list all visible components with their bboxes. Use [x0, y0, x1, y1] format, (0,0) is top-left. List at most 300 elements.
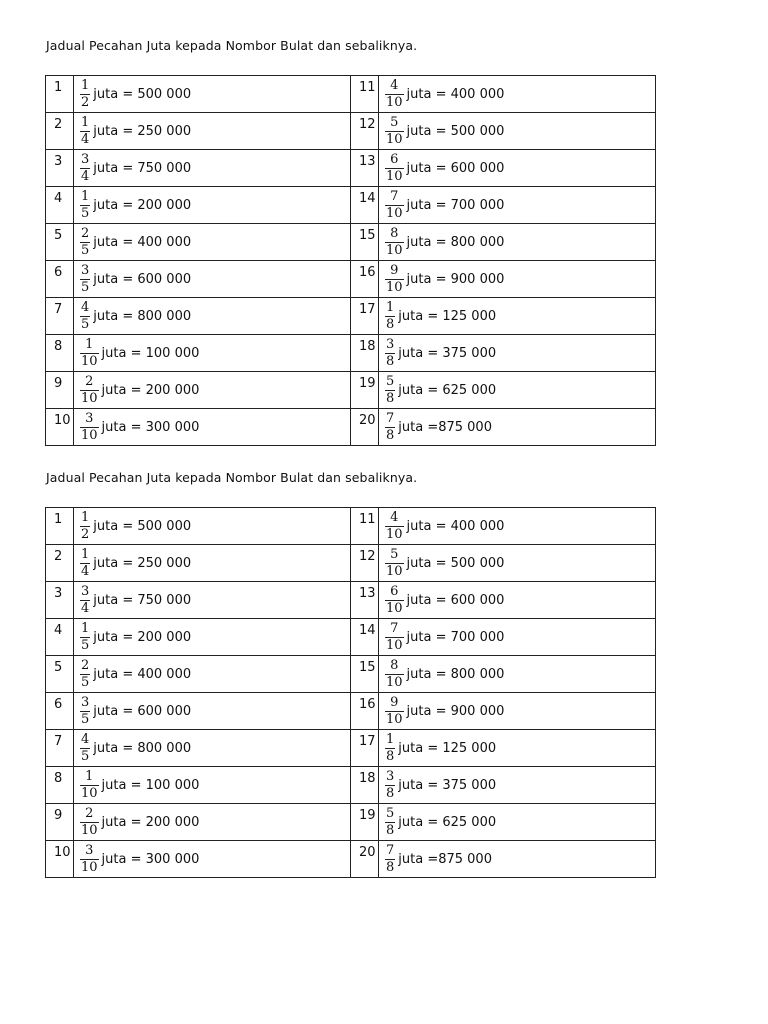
conversion-result: juta = 500 000	[406, 123, 505, 139]
fraction-numerator: 9	[390, 262, 399, 278]
fraction-numerator: 4	[81, 731, 90, 747]
fraction	[80, 190, 90, 221]
row-number: 20	[351, 841, 379, 878]
conversion-result: juta = 400 000	[93, 666, 192, 682]
fraction-denominator: 10	[81, 353, 98, 369]
row-number: 4	[46, 187, 74, 224]
fraction-numerator: 1	[386, 731, 395, 747]
conversion-result: juta = 900 000	[406, 271, 505, 287]
conversion-expression	[385, 730, 655, 766]
fraction-numerator: 1	[85, 768, 94, 784]
conversion-result: juta = 800 000	[93, 740, 192, 756]
fraction-denominator: 8	[386, 748, 395, 764]
conversion-expression	[385, 767, 655, 803]
table-row	[46, 409, 656, 446]
fraction-conversion	[74, 261, 351, 298]
fraction-denominator: 5	[81, 242, 90, 258]
conversion-result: juta = 800 000	[406, 234, 505, 250]
row-number: 19	[351, 372, 379, 409]
fraction	[80, 301, 90, 332]
conversion-expression	[80, 113, 350, 149]
fraction	[80, 375, 99, 406]
fraction-conversion	[74, 656, 351, 693]
row-number: 17	[351, 298, 379, 335]
fraction	[385, 79, 404, 110]
fraction-denominator: 10	[81, 859, 98, 875]
row-number: 15	[351, 224, 379, 261]
fraction-denominator: 10	[386, 674, 403, 690]
conversion-result: juta = 800 000	[93, 308, 192, 324]
fraction-denominator: 4	[81, 600, 90, 616]
fraction-denominator: 4	[81, 563, 90, 579]
row-number: 3	[46, 582, 74, 619]
conversion-result: juta = 600 000	[406, 592, 505, 608]
fraction-numerator: 4	[81, 299, 90, 315]
fraction-denominator: 8	[386, 785, 395, 801]
row-number: 17	[351, 730, 379, 767]
fraction-conversion	[379, 372, 656, 409]
fraction-denominator: 5	[81, 674, 90, 690]
table-row	[46, 730, 656, 767]
fraction-conversion	[74, 150, 351, 187]
fraction-numerator: 3	[85, 842, 94, 858]
fraction-conversion	[379, 767, 656, 804]
fraction	[80, 338, 99, 369]
conversion-result: juta =875 000	[398, 419, 492, 435]
fraction-conversion	[379, 76, 656, 113]
table-row	[46, 372, 656, 409]
row-number: 14	[351, 619, 379, 656]
table-title: Jadual Pecahan Juta kepada Nombor Bulat dan sebaliknya.	[46, 38, 418, 53]
fraction-numerator: 6	[390, 583, 399, 599]
fraction-denominator: 10	[386, 94, 403, 110]
table-row	[46, 335, 656, 372]
fraction-conversion	[74, 298, 351, 335]
conversion-result: juta = 100 000	[101, 345, 200, 361]
fraction-conversion	[379, 508, 656, 545]
fraction-numerator: 8	[390, 657, 399, 673]
fraction-denominator: 10	[386, 168, 403, 184]
fraction-conversion	[379, 804, 656, 841]
conversion-result: juta = 125 000	[398, 740, 497, 756]
row-number: 11	[351, 508, 379, 545]
fraction	[80, 548, 90, 579]
fraction	[80, 733, 90, 764]
row-number: 13	[351, 150, 379, 187]
fraction-conversion	[74, 187, 351, 224]
conversion-result: juta = 400 000	[406, 86, 505, 102]
fraction-denominator: 10	[386, 711, 403, 727]
table-row	[46, 582, 656, 619]
conversion-expression	[385, 298, 655, 334]
fraction-conversion	[74, 730, 351, 767]
fraction-table	[45, 507, 656, 878]
fraction-denominator: 4	[81, 131, 90, 147]
fraction	[385, 227, 404, 258]
conversion-expression	[80, 150, 350, 186]
conversion-expression	[385, 113, 655, 149]
conversion-result: juta = 200 000	[93, 629, 192, 645]
fraction-numerator: 1	[81, 620, 90, 636]
fraction	[385, 264, 404, 295]
fraction-denominator: 10	[386, 600, 403, 616]
fraction-denominator: 4	[81, 168, 90, 184]
table-row	[46, 545, 656, 582]
table-row	[46, 656, 656, 693]
fraction-numerator: 1	[81, 188, 90, 204]
fraction-numerator: 4	[390, 509, 399, 525]
row-number: 19	[351, 804, 379, 841]
row-number: 7	[46, 298, 74, 335]
row-number: 9	[46, 372, 74, 409]
fraction	[385, 412, 395, 443]
row-number: 2	[46, 113, 74, 150]
row-number: 4	[46, 619, 74, 656]
table-row	[46, 113, 656, 150]
fraction	[385, 622, 404, 653]
fraction-conversion	[74, 409, 351, 446]
fraction-denominator: 5	[81, 205, 90, 221]
conversion-expression	[80, 261, 350, 297]
conversion-result: juta = 250 000	[93, 123, 192, 139]
fraction	[80, 227, 90, 258]
table-row	[46, 619, 656, 656]
conversion-result: juta = 800 000	[406, 666, 505, 682]
fraction-numerator: 5	[386, 805, 395, 821]
fraction-numerator: 1	[81, 77, 90, 93]
conversion-expression	[385, 582, 655, 618]
conversion-result: juta = 375 000	[398, 345, 497, 361]
fraction-numerator: 8	[390, 225, 399, 241]
fraction	[385, 659, 404, 690]
conversion-expression	[385, 508, 655, 544]
fraction-conversion	[379, 261, 656, 298]
conversion-expression	[80, 187, 350, 223]
row-number: 12	[351, 113, 379, 150]
row-number: 15	[351, 656, 379, 693]
fraction-numerator: 2	[85, 805, 94, 821]
fraction-numerator: 7	[386, 410, 395, 426]
fraction-conversion	[74, 508, 351, 545]
fraction-denominator: 10	[386, 279, 403, 295]
conversion-result: juta = 500 000	[93, 518, 192, 534]
conversion-result: juta = 125 000	[398, 308, 497, 324]
row-number: 6	[46, 693, 74, 730]
table-row	[46, 187, 656, 224]
fraction-denominator: 10	[81, 822, 98, 838]
fraction-denominator: 10	[386, 526, 403, 542]
row-number: 9	[46, 804, 74, 841]
conversion-expression	[385, 261, 655, 297]
conversion-result: juta = 750 000	[93, 592, 192, 608]
fraction-denominator: 8	[386, 353, 395, 369]
conversion-result: juta = 200 000	[101, 814, 200, 830]
fraction-conversion	[74, 545, 351, 582]
table-row	[46, 261, 656, 298]
row-number: 11	[351, 76, 379, 113]
fraction-table	[45, 75, 656, 446]
fraction-denominator: 10	[386, 131, 403, 147]
fraction-denominator: 10	[386, 637, 403, 653]
fraction	[385, 770, 395, 801]
fraction	[385, 375, 395, 406]
row-number: 12	[351, 545, 379, 582]
fraction-conversion	[74, 582, 351, 619]
row-number: 5	[46, 224, 74, 261]
fraction-conversion	[74, 693, 351, 730]
table-row	[46, 804, 656, 841]
fraction-denominator: 10	[386, 205, 403, 221]
fraction-denominator: 10	[81, 390, 98, 406]
conversion-result: juta = 900 000	[406, 703, 505, 719]
conversion-expression	[80, 656, 350, 692]
fraction-conversion	[379, 693, 656, 730]
fraction	[80, 511, 90, 542]
fraction-numerator: 3	[386, 336, 395, 352]
fraction-numerator: 1	[81, 114, 90, 130]
fraction-conversion	[74, 113, 351, 150]
fraction-denominator: 10	[81, 785, 98, 801]
conversion-expression	[80, 841, 350, 877]
fraction-conversion	[379, 224, 656, 261]
row-number: 16	[351, 693, 379, 730]
fraction-denominator: 5	[81, 637, 90, 653]
fraction-conversion	[74, 619, 351, 656]
fraction-conversion	[379, 335, 656, 372]
fraction-conversion	[74, 335, 351, 372]
fraction-conversion	[74, 76, 351, 113]
conversion-expression	[385, 187, 655, 223]
conversion-result: juta = 700 000	[406, 629, 505, 645]
conversion-expression	[385, 693, 655, 729]
fraction	[80, 585, 90, 616]
conversion-expression	[80, 298, 350, 334]
fraction	[385, 548, 404, 579]
fraction-conversion	[74, 841, 351, 878]
fraction	[385, 338, 395, 369]
table-row	[46, 508, 656, 545]
conversion-expression	[385, 409, 655, 445]
fraction-numerator: 3	[81, 151, 90, 167]
fraction-conversion	[74, 767, 351, 804]
conversion-expression	[80, 730, 350, 766]
fraction-numerator: 3	[81, 583, 90, 599]
fraction-denominator: 8	[386, 859, 395, 875]
fraction-numerator: 7	[390, 620, 399, 636]
fraction-numerator: 9	[390, 694, 399, 710]
conversion-expression	[385, 804, 655, 840]
conversion-expression	[80, 582, 350, 618]
fraction	[385, 301, 395, 332]
conversion-result: juta = 200 000	[93, 197, 192, 213]
table-title: Jadual Pecahan Juta kepada Nombor Bulat dan sebaliknya.	[46, 470, 418, 485]
fraction-denominator: 2	[81, 526, 90, 542]
fraction-conversion	[379, 730, 656, 767]
fraction-numerator: 4	[390, 77, 399, 93]
fraction	[80, 770, 99, 801]
fraction-numerator: 5	[390, 546, 399, 562]
row-number: 5	[46, 656, 74, 693]
fraction-denominator: 5	[81, 279, 90, 295]
fraction-denominator: 8	[386, 427, 395, 443]
fraction-denominator: 8	[386, 316, 395, 332]
fraction	[80, 696, 90, 727]
fraction-numerator: 3	[386, 768, 395, 784]
fraction	[385, 807, 395, 838]
fraction-numerator: 5	[390, 114, 399, 130]
conversion-expression	[80, 335, 350, 371]
conversion-expression	[80, 693, 350, 729]
table-row	[46, 841, 656, 878]
conversion-result: juta = 600 000	[93, 271, 192, 287]
row-number: 8	[46, 335, 74, 372]
fraction-denominator: 10	[81, 427, 98, 443]
conversion-result: juta = 600 000	[93, 703, 192, 719]
fraction	[385, 696, 404, 727]
fraction-conversion	[379, 619, 656, 656]
conversion-result: juta = 300 000	[101, 419, 200, 435]
conversion-expression	[80, 76, 350, 112]
row-number: 6	[46, 261, 74, 298]
fraction-denominator: 10	[386, 242, 403, 258]
conversion-expression	[80, 224, 350, 260]
fraction	[385, 844, 395, 875]
conversion-expression	[80, 508, 350, 544]
fraction-conversion	[74, 224, 351, 261]
row-number: 13	[351, 582, 379, 619]
row-number: 10	[46, 409, 74, 446]
conversion-result: juta =875 000	[398, 851, 492, 867]
table-row	[46, 224, 656, 261]
table-row	[46, 767, 656, 804]
fraction-conversion	[379, 187, 656, 224]
fraction-numerator: 1	[85, 336, 94, 352]
conversion-result: juta = 400 000	[406, 518, 505, 534]
conversion-result: juta = 700 000	[406, 197, 505, 213]
row-number: 20	[351, 409, 379, 446]
fraction-conversion	[379, 150, 656, 187]
row-number: 1	[46, 508, 74, 545]
fraction-denominator: 8	[386, 822, 395, 838]
fraction	[80, 844, 99, 875]
fraction	[80, 264, 90, 295]
fraction	[80, 807, 99, 838]
row-number: 16	[351, 261, 379, 298]
conversion-expression	[385, 150, 655, 186]
conversion-expression	[80, 545, 350, 581]
fraction	[385, 153, 404, 184]
fraction	[385, 190, 404, 221]
conversion-expression	[385, 372, 655, 408]
fraction-numerator: 1	[81, 546, 90, 562]
conversion-expression	[80, 619, 350, 655]
fraction-conversion	[379, 545, 656, 582]
fraction-conversion	[379, 841, 656, 878]
fraction-conversion	[379, 298, 656, 335]
fraction-denominator: 10	[386, 563, 403, 579]
fraction	[80, 79, 90, 110]
fraction	[385, 511, 404, 542]
fraction-numerator: 1	[81, 509, 90, 525]
conversion-expression	[385, 656, 655, 692]
row-number: 3	[46, 150, 74, 187]
fraction	[80, 116, 90, 147]
table-row	[46, 298, 656, 335]
fraction-denominator: 2	[81, 94, 90, 110]
row-number: 14	[351, 187, 379, 224]
conversion-result: juta = 625 000	[398, 814, 497, 830]
conversion-result: juta = 200 000	[101, 382, 200, 398]
fraction-conversion	[74, 372, 351, 409]
fraction-numerator: 3	[81, 694, 90, 710]
fraction-denominator: 5	[81, 711, 90, 727]
row-number: 8	[46, 767, 74, 804]
table-row	[46, 693, 656, 730]
fraction	[80, 659, 90, 690]
conversion-expression	[385, 619, 655, 655]
fraction-conversion	[379, 656, 656, 693]
conversion-result: juta = 750 000	[93, 160, 192, 176]
fraction-conversion	[74, 804, 351, 841]
conversion-expression	[385, 335, 655, 371]
fraction-numerator: 7	[386, 842, 395, 858]
fraction-numerator: 2	[85, 373, 94, 389]
fraction-numerator: 2	[81, 657, 90, 673]
row-number: 18	[351, 767, 379, 804]
row-number: 10	[46, 841, 74, 878]
conversion-expression	[385, 76, 655, 112]
fraction-numerator: 6	[390, 151, 399, 167]
table-row	[46, 76, 656, 113]
fraction	[385, 585, 404, 616]
fraction-numerator: 7	[390, 188, 399, 204]
conversion-result: juta = 300 000	[101, 851, 200, 867]
conversion-result: juta = 625 000	[398, 382, 497, 398]
row-number: 1	[46, 76, 74, 113]
fraction-numerator: 3	[85, 410, 94, 426]
fraction-conversion	[379, 113, 656, 150]
fraction-numerator: 3	[81, 262, 90, 278]
conversion-expression	[80, 767, 350, 803]
conversion-expression	[80, 372, 350, 408]
fraction-numerator: 2	[81, 225, 90, 241]
conversion-expression	[385, 545, 655, 581]
fraction	[80, 153, 90, 184]
conversion-result: juta = 500 000	[406, 555, 505, 571]
fraction-denominator: 5	[81, 316, 90, 332]
fraction-denominator: 8	[386, 390, 395, 406]
fraction-conversion	[379, 409, 656, 446]
conversion-result: juta = 600 000	[406, 160, 505, 176]
conversion-expression	[80, 409, 350, 445]
conversion-result: juta = 375 000	[398, 777, 497, 793]
table-row	[46, 150, 656, 187]
conversion-result: juta = 500 000	[93, 86, 192, 102]
row-number: 7	[46, 730, 74, 767]
fraction	[385, 733, 395, 764]
row-number: 2	[46, 545, 74, 582]
conversion-expression	[80, 804, 350, 840]
fraction	[385, 116, 404, 147]
conversion-expression	[385, 224, 655, 260]
conversion-expression	[385, 841, 655, 877]
conversion-result: juta = 100 000	[101, 777, 200, 793]
fraction-conversion	[379, 582, 656, 619]
fraction	[80, 412, 99, 443]
conversion-result: juta = 400 000	[93, 234, 192, 250]
conversion-result: juta = 250 000	[93, 555, 192, 571]
fraction-numerator: 1	[386, 299, 395, 315]
